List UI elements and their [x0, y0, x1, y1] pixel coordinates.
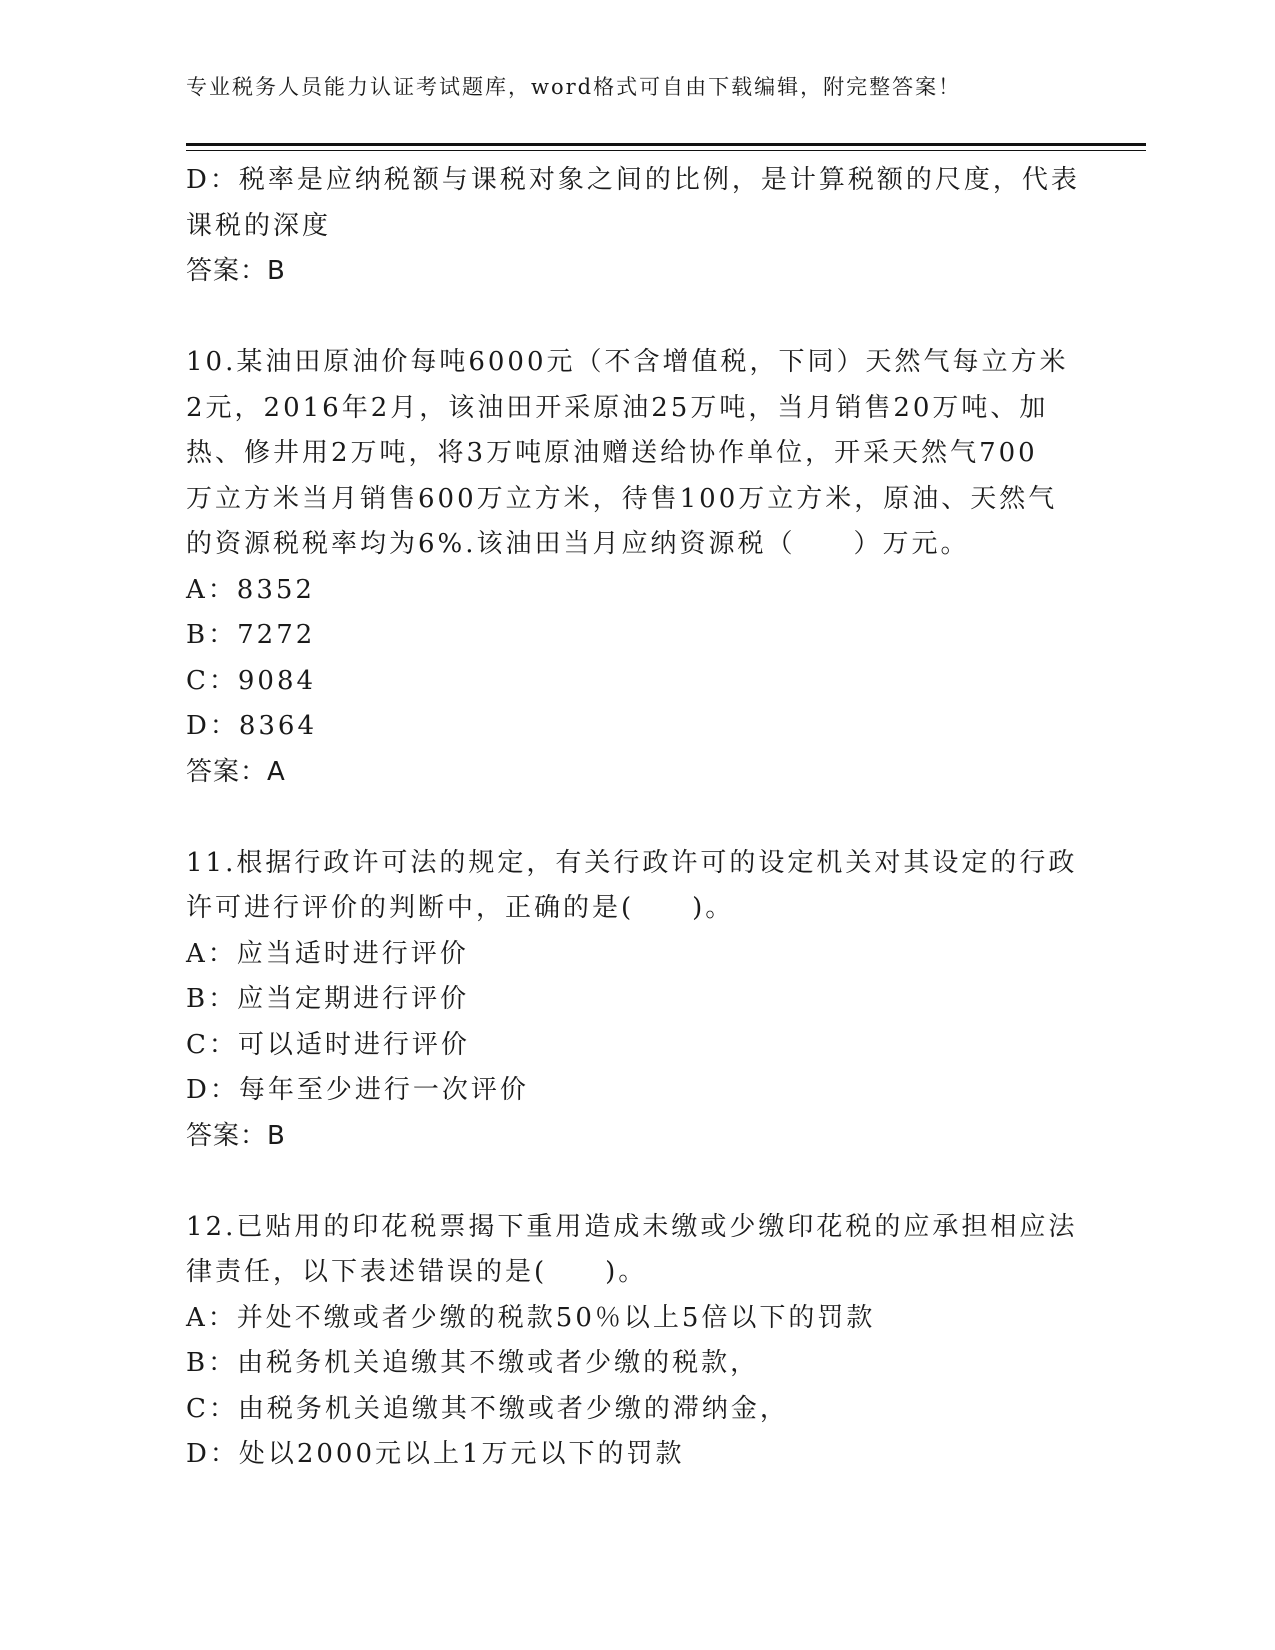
- exam-content: [186, 158, 1086, 1478]
- option-b: B：7272: [186, 620, 316, 650]
- option-a: A：应当适时进行评价: [186, 938, 469, 969]
- option-c: C：可以适时进行评价: [186, 1029, 470, 1060]
- option-d: D：每年至少进行一次评价: [186, 1075, 529, 1105]
- option-b: B：由税务机关追缴其不缴或者少缴的税款，: [186, 1348, 760, 1378]
- answer-line: 答案：B: [186, 1120, 286, 1151]
- option-line: 课税的深度: [186, 210, 332, 241]
- spacer: [186, 1159, 1086, 1205]
- page-header: 专业税务人员能力认证考试题库，word格式可自由下载编辑，附完整答案！: [186, 75, 962, 99]
- question-10: [186, 340, 1086, 795]
- answer-line: 答案：A: [186, 756, 286, 787]
- question-stem-line: 万立方米当月销售600万立方米，待售100万立方米，原油、天然气: [186, 483, 1058, 514]
- question-stem-line: 律责任，以下表述错误的是( )。: [186, 1257, 648, 1287]
- option-d: D：8364: [186, 711, 318, 741]
- option-c: C：9084: [186, 665, 317, 696]
- question-stem-line: 2元，2016年2月，该油田开采原油25万吨，当月销售20万吨、加: [186, 392, 1049, 423]
- answer-line: 答案：B: [186, 256, 286, 286]
- question-11: [186, 841, 1086, 1160]
- option-d: D：处以2000元以上1万元以下的罚款: [186, 1439, 685, 1469]
- carryover-option: [186, 158, 1086, 249]
- option-a: A：并处不缴或者少缴的税款50％以上5倍以下的罚款: [186, 1302, 876, 1333]
- question-stem-line: 11.根据行政许可法的规定，有关行政许可的设定机关对其设定的行政: [186, 847, 1078, 878]
- spacer: [186, 795, 1086, 841]
- option-b: B：应当定期进行评价: [186, 984, 470, 1014]
- question-stem-line: 许可进行评价的判断中，正确的是( )。: [186, 893, 735, 923]
- header-divider-thick: [186, 143, 1146, 146]
- question-12: [186, 1205, 1086, 1478]
- option-c: C：由税务机关追缴其不缴或者少缴的滞纳金，: [186, 1393, 789, 1424]
- question-stem-line: 的资源税税率均为6%.该油田当月应纳资源税（ ）万元。: [186, 529, 970, 559]
- question-stem-line: 10.某油田原油价每吨6000元（不含增值税，下同）天然气每立方米: [186, 347, 1069, 377]
- question-stem-line: 12.已贴用的印花税票揭下重用造成未缴或少缴印花税的应承担相应法: [186, 1211, 1078, 1242]
- spacer: [186, 295, 1086, 341]
- option-a: A：8352: [186, 574, 315, 605]
- option-line: D：税率是应纳税额与课税对象之间的比例，是计算税额的尺度，代表: [186, 165, 1080, 195]
- question-stem-line: 热、修井用2万吨，将3万吨原油赠送给协作单位，开采天然气700: [186, 438, 1038, 468]
- header-divider-thin: [186, 150, 1146, 151]
